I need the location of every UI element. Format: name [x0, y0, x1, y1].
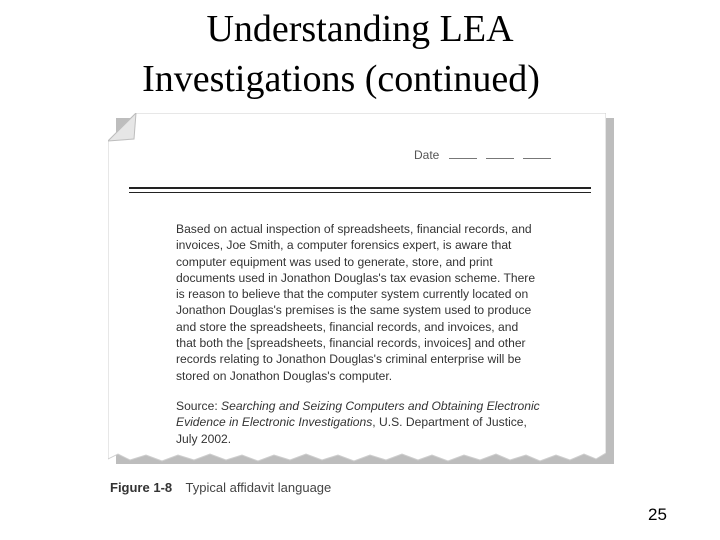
source-line-3: July 2002. — [176, 431, 232, 446]
figure-caption-text: Typical affidavit language — [185, 480, 332, 495]
affidavit-line: computer equipment was used to generate, store, and print — [176, 254, 493, 269]
affidavit-line: Based on actual inspection of spreadsheets, financial records, and — [176, 222, 532, 236]
affidavit-document — [108, 113, 606, 465]
affidavit-line: documents used in Jonathon Douglas's tax evasion scheme. There — [176, 270, 536, 285]
affidavit-body — [176, 221, 576, 384]
date-blank-day — [486, 148, 514, 159]
divider-rule-thick — [129, 187, 591, 189]
date-blank-year — [523, 148, 551, 159]
source-citation — [176, 398, 576, 447]
date-field — [414, 148, 551, 162]
source-line-2 — [176, 414, 576, 430]
affidavit-line: stored on Jonathon Douglas's computer. — [176, 368, 393, 383]
source-title-part-1: Searching and Seizing Computers and Obtaining Electronic — [221, 399, 540, 413]
figure-caption — [110, 480, 331, 495]
affidavit-line: and store the spreadsheets, financial records, and invoices, and — [176, 319, 519, 334]
divider-rule-thin — [129, 192, 591, 193]
source-publisher: , U.S. Department of Justice, — [372, 415, 527, 430]
page-number: 25 — [648, 505, 667, 524]
figure-number: Figure 1-8 — [110, 480, 173, 495]
slide-title-line-2: Investigations (continued) — [142, 58, 540, 100]
affidavit-line: that both the [spreadsheets, financial records, invoices] and other — [176, 336, 526, 351]
source-prefix: Source: — [176, 399, 222, 413]
source-line-1 — [176, 398, 576, 414]
source-title-part-2: Evidence in Electronic Investigations — [176, 415, 373, 430]
slide-title — [0, 0, 720, 104]
slide-title-line-1: Understanding LEA — [206, 8, 514, 50]
date-blank-month — [449, 148, 477, 159]
date-label: Date — [414, 148, 440, 162]
affidavit-line: invoices, Joe Smith, a computer forensics expert, is aware that — [176, 238, 512, 253]
folded-corner-icon — [108, 113, 136, 141]
affidavit-line: records relating to Jonathon Douglas's criminal enterprise will be — [176, 352, 522, 367]
affidavit-line: is reason to believe that the computer system currently located on — [176, 287, 529, 302]
affidavit-line: Jonathon Douglas's premises is the same system used to produce — [176, 303, 532, 318]
